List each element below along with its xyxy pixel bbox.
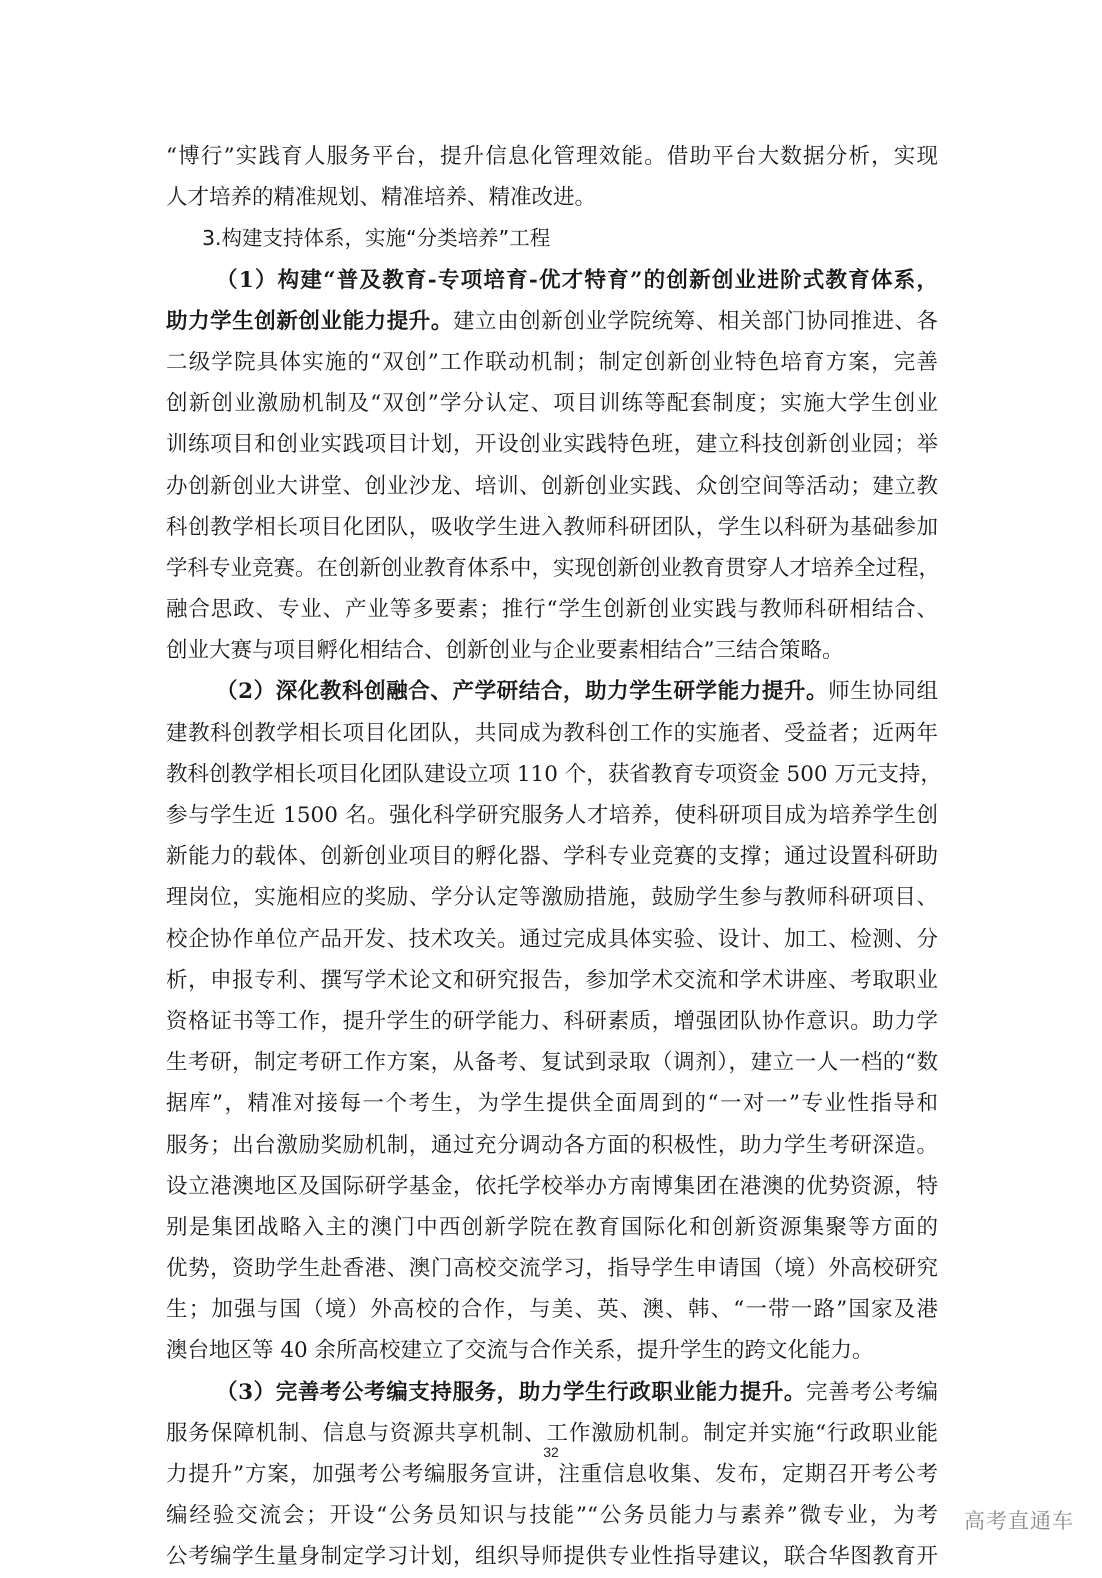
text-line: 训练项目和创业实践项目计划，开设创业实践特色班，建立科技创新创业园；举 bbox=[166, 432, 938, 458]
page-number: 32 bbox=[543, 1444, 559, 1460]
text-line: 人才培养的精准规划、精准培养、精准改进。 bbox=[166, 185, 597, 211]
text-line: 资格证书等工作，提升学生的研学能力、科研素质，增强团队协作意识。助力学 bbox=[166, 1008, 938, 1034]
text-line: 生考研，制定考研工作方案，从备考、复试到录取（调剂），建立一人一档的“数 bbox=[166, 1050, 938, 1076]
text-line: 融合思政、专业、产业等多要素；推行“学生创新创业实践与教师科研相结合、 bbox=[166, 597, 938, 623]
text-line: 理岗位，实施相应的奖励、学分认定等激励措施，鼓励学生参与教师科研项目、 bbox=[166, 885, 938, 911]
text-line: 据库”，精准对接每一个考生，为学生提供全面周到的“一对一”专业性指导和 bbox=[166, 1091, 938, 1117]
text-line: 服务；出台激励奖励机制，通过充分调动各方面的积极性，助力学生考研深造。 bbox=[166, 1132, 938, 1158]
text-line: 创业大赛与项目孵化相结合、创新创业与企业要素相结合”三结合策略。 bbox=[166, 638, 844, 664]
text-line bbox=[166, 671, 938, 712]
watermark: 高考直通车 bbox=[964, 1509, 1074, 1533]
text-line bbox=[166, 301, 938, 342]
text-line: 办创新创业大讲堂、创业沙龙、培训、创新创业实践、众创空间等活动；建立教 bbox=[166, 473, 938, 499]
text-line: 科创教学相长项目化团队，吸收学生进入教师科研团队，学生以科研为基础参加 bbox=[166, 514, 938, 540]
text-line: 设立港澳地区及国际研学基金，依托学校举办方南博集团在港澳的优势资源，特 bbox=[166, 1173, 938, 1199]
text-line: 教科创教学相长项目化团队建设立项 110 个，获省教育专项资金 500 万元支持， bbox=[166, 761, 942, 787]
text-line: 力提升”方案，加强考公考编服务宣讲，注重信息收集、发布，定期召开考公考 bbox=[166, 1462, 938, 1487]
document-body bbox=[166, 136, 942, 1578]
text-line: 澳台地区等 40 余所高校建立了交流与合作关系，提升学生的跨文化能力。 bbox=[166, 1338, 874, 1364]
text-span: 师生协同组 bbox=[828, 679, 938, 705]
subsection-heading: （3）完善考公考编支持服务，助力学生行政职业能力提升。 bbox=[216, 1379, 807, 1405]
text-span: 建立由创新创业学院统筹、相关部门协同推进、各 bbox=[452, 308, 938, 334]
text-line: 参与学生近 1500 名。强化科学研究服务人才培养，使科研项目成为培养学生创 bbox=[166, 803, 938, 828]
text-line: 学科专业竞赛。在创新创业教育体系中，实现创新创业教育贯穿人才培养全过程， bbox=[166, 555, 941, 581]
subsection-heading-cont: 助力学生创新创业能力提升。 bbox=[166, 308, 453, 334]
text-line: 优势，资助学生赴香港、澳门高校交流学习，指导学生申请国（境）外高校研究 bbox=[166, 1256, 938, 1282]
text-line: 析，申报专利、撰写学术论文和研究报告，参加学术交流和学术讲座、考取职业 bbox=[166, 967, 938, 993]
subsection-heading: （1）构建“普及教育-专项培育-优才特育”的创新创业进阶式教育体系， bbox=[216, 267, 938, 293]
text-line: 别是集团战略入主的澳门中西创新学院在教育国际化和创新资源集聚等方面的 bbox=[166, 1214, 938, 1240]
text-span: 完善考公考编 bbox=[806, 1379, 938, 1405]
subsection-heading: （2）深化教科创融合、产学研结合，助力学生研学能力提升。 bbox=[216, 679, 829, 705]
text-line: 编经验交流会；开设“公务员知识与技能”“公务员能力与素养”微专业，为考 bbox=[166, 1503, 938, 1529]
text-line: 公考编学生量身制定学习计划，组织导师提供专业性指导建议，联合华图教育开 bbox=[166, 1544, 938, 1570]
text-line: 服务保障机制、信息与资源共享机制、工作激励机制。制定并实施“行政职业能 bbox=[166, 1420, 938, 1446]
text-line: 生；加强与国（境）外高校的合作，与美、英、澳、韩、“一带一路”国家及港 bbox=[166, 1297, 938, 1323]
text-line: 校企协作单位产品开发、技术攻关。通过完成具体实验、设计、加工、检测、分 bbox=[166, 926, 938, 952]
text-line bbox=[166, 1372, 938, 1413]
text-line: 创新创业激励机制及“双创”学分认定、项目训练等配套制度；实施大学生创业 bbox=[166, 391, 938, 417]
text-line: 二级学院具体实施的“双创”工作联动机制；制定创新创业特色培育方案，完善 bbox=[166, 349, 938, 375]
text-line: 新能力的载体、创新创业项目的孵化器、学科专业竞赛的支撑；通过设置科研助 bbox=[166, 844, 938, 870]
text-line: 建教科创教学相长项目化团队，共同成为教科创工作的实施者、受益者；近两年 bbox=[166, 720, 938, 746]
text-line: “博行”实践育人服务平台，提升信息化管理效能。借助平台大数据分析，实现 bbox=[166, 144, 938, 169]
section-heading: 3.构建支持体系，实施“分类培养”工程 bbox=[202, 226, 551, 251]
